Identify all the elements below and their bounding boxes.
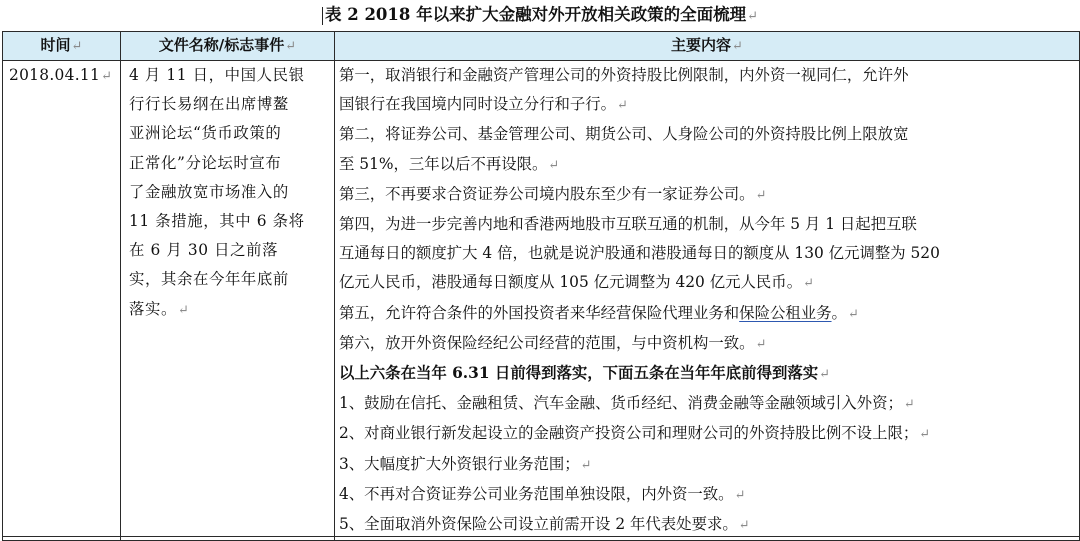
- time-value: 2018.04.11↵: [9, 66, 113, 84]
- paragraph-mark-icon: ↵: [755, 187, 767, 203]
- event-line: 实，其余在今年年底前: [129, 270, 289, 289]
- content-line: 第三，不再要求合资证券公司境内股东至少有一家证券公司。↵: [339, 184, 767, 203]
- content-line: 5、全面取消外资保险公司设立前需开设 2 年代表处要求。↵: [339, 515, 750, 534]
- paragraph-mark-icon: ↵: [819, 367, 831, 383]
- content-line-bold: 以上六条在当年 6.31 日前得到落实，下面五条在当年年底前得到落实↵: [339, 364, 831, 383]
- paragraph-mark-icon: ↵: [285, 39, 297, 54]
- table-row: [3, 61, 1080, 541]
- content-line: 至 51%，三年以后不再设限。↵: [339, 154, 560, 173]
- table-caption: [0, 0, 1080, 30]
- paragraph-mark-icon: ↵: [847, 306, 859, 322]
- paragraph-mark-icon: ↵: [101, 69, 113, 84]
- event-line: 落实。↵: [129, 299, 190, 318]
- paragraph-mark-icon: ↵: [732, 39, 743, 54]
- header-time: 时间↵: [3, 32, 121, 61]
- underlined-term: 保险公租业务: [739, 303, 832, 322]
- cell-time: [3, 61, 121, 541]
- content-line: 亿元人民币，港股通每日额度从 105 亿元调整为 420 亿元人民币。↵: [339, 273, 814, 292]
- event-line: 11 条措施，其中 6 条将: [129, 212, 305, 231]
- paragraph-mark-icon: ↵: [580, 457, 592, 473]
- event-line: 4 月 11 日，中国人民银: [129, 66, 305, 84]
- content-line: 3、大幅度扩大外资银行业务范围；↵: [339, 454, 592, 473]
- paragraph-mark-icon: ↵: [177, 302, 190, 318]
- content-line: 国银行在我国境内同时设立分行和子行。↵: [339, 95, 628, 114]
- paragraph-mark-icon: ↵: [71, 39, 83, 54]
- event-line: 亚洲论坛“货币政策的: [129, 124, 282, 143]
- paragraph-mark-icon: ↵: [738, 518, 750, 534]
- event-line: 行行长易纲在出席博鳌: [129, 95, 289, 114]
- paragraph-mark-icon: ↵: [803, 276, 814, 292]
- content-line: 第六，放开外资保险经纪公司经营的范围，与中资机构一致。↵: [339, 333, 767, 352]
- event-line: 在 6 月 30 日之前落: [129, 241, 279, 260]
- event-line: 正常化”分论坛时宣布: [129, 153, 282, 172]
- content-line: 2、对商业银行新发起设立的金融资产投资公司和理财公司的外资持股比例不设上限；↵: [339, 424, 931, 443]
- paragraph-mark-icon: ↵: [903, 397, 915, 413]
- paragraph-mark-icon: ↵: [755, 336, 767, 352]
- content-line: 第五，允许符合条件的外国投资者来华经营保险代理业务和保险公租业务。↵: [339, 303, 859, 322]
- paragraph-mark-icon: ↵: [919, 427, 931, 443]
- caption-text: 表 2 2018 年以来扩大金融对外开放相关政策的全面梳理: [324, 5, 747, 24]
- table-header-row: [3, 32, 1080, 61]
- content-line: 第一，取消银行和金融资产管理公司的外资持股比例限制，内外资一视同仁，允许外: [339, 66, 909, 84]
- content-line: 第四，为进一步完善内地和香港两地股市互联互通的机制，从今年 5 月 1 日起把互联: [339, 215, 917, 234]
- content-line: 第二，将证券公司、基金管理公司、期货公司、人身险公司的外资持股比例上限放宽: [339, 125, 909, 144]
- paragraph-mark-icon: ↵: [548, 157, 560, 173]
- event-line: 了金融放宽市场准入的: [129, 182, 289, 201]
- cursor-bar: [322, 7, 323, 25]
- policy-table: [2, 31, 1080, 541]
- header-content: 主要内容↵: [335, 32, 1080, 61]
- content-line: 1、鼓励在信托、金融租赁、汽车金融、货币经纪、消费金融等金融领域引入外资；↵: [339, 394, 915, 413]
- paragraph-mark-icon: ↵: [734, 487, 746, 503]
- paragraph-mark-icon: ↵: [747, 9, 759, 24]
- cell-content: [335, 61, 1080, 541]
- content-line: 互通每日的额度扩大 4 倍，也就是说沪股通和港股通每日的额度从 130 亿元调整为 520: [339, 244, 940, 263]
- content-line: 4、不再对合资证券公司业务范围单独设限，内外资一致。↵: [339, 484, 746, 503]
- cell-event: [121, 61, 335, 541]
- table-bottom-rule: [2, 536, 1079, 537]
- header-event: 文件名称/标志事件↵: [121, 32, 335, 61]
- paragraph-mark-icon: ↵: [617, 98, 628, 114]
